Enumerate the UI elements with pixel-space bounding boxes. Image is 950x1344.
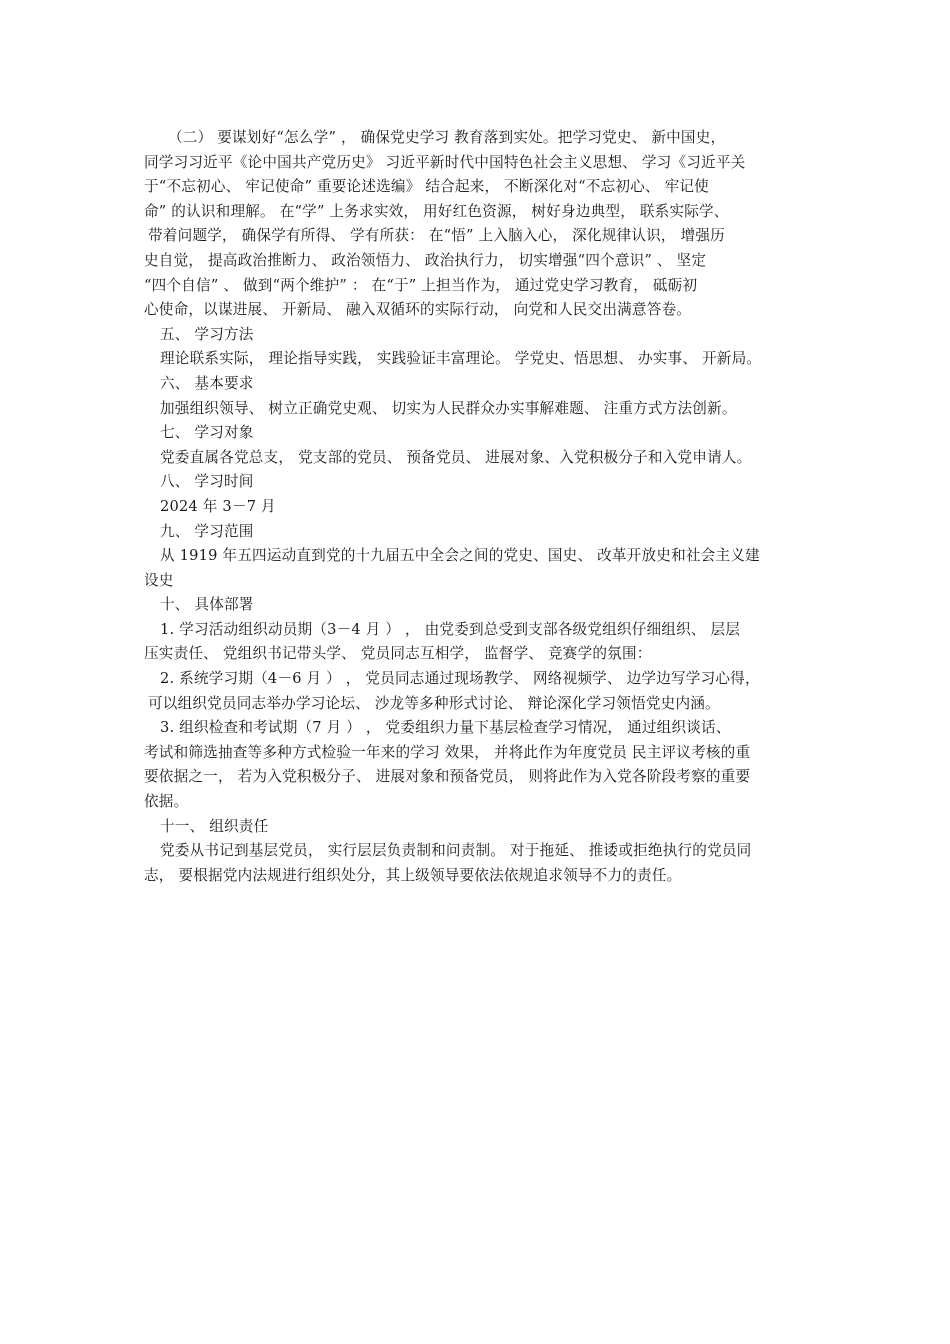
paragraph-line: 党委直属各党总支， 党支部的党员、 预备党员、 进展对象、入党积极分子和入党申请人。 — [160, 448, 752, 466]
paragraph-line: 1. 学习活动组织动员期（3－4 月 ） ， 由党委到总受到支部各级党组织仔细组织、 层层 — [160, 620, 741, 638]
paragraph-line: 考试和筛选抽查等多种方式检验一年来的学习 效果， 并将此作为年度党员 民主评议考核的重 — [144, 743, 751, 761]
section-heading: 十一、 组织责任 — [160, 817, 269, 835]
section-heading: 七、 学习对象 — [160, 424, 254, 442]
section-heading: 五、 学习方法 — [160, 325, 254, 343]
section-heading: 九、 学习范围 — [160, 522, 254, 540]
paragraph-line: 3. 组织检查和考试期（7 月 ） ， 党委组织力量下基层检查学习情况， 通过组织谈话、 — [160, 719, 731, 737]
paragraph-line: 史自觉， 提高政治推断力、 政治领悟力、 政治执行力， 切实增强“四个意识” 、 坚定 — [144, 251, 707, 269]
paragraph-line: 从 1919 年五四运动直到党的十九届五中全会之间的党史、国史、 改革开放史和社会主义建 — [160, 547, 760, 565]
paragraph-line: 志， 要根据党内法规进行组织处分，其上级领导要依法依规追求领导不力的责任。 — [144, 866, 682, 884]
paragraph-line: 于“不忘初心、 牢记使命” 重要论述选编》 结合起来， 不断深化对“不忘初心、 牢记使 — [144, 178, 709, 196]
paragraph-line: 可以组织党员同志举办学习论坛、 沙龙等多种形式讨论、 辩论深化学习领悟党史内涵。 — [148, 694, 720, 712]
paragraph-line: 2024 年 3－7 月 — [160, 497, 276, 515]
section-heading: 六、 基本要求 — [160, 374, 254, 392]
paragraph-line: 党委从书记到基层党员， 实行层层负责制和问责制。 对于拖延、 推诿或拒绝执行的党员同 — [160, 842, 752, 860]
paragraph-line: 2. 系统学习期（4－6 月 ） ， 党员同志通过现场教学、 网络视频学、 边学边写学习心得， — [160, 670, 760, 688]
paragraph-line: 命” 的认识和理解。 在“学” 上务求实效， 用好红色资源， 树好身边典型， 联系实际学、 — [144, 202, 729, 220]
paragraph-line: 心使命，以谋进展、 开新局、 融入双循环的实际行动， 向党和人民交出满意答卷。 — [144, 301, 692, 319]
paragraph-line: 同学习习近平《论中国共产党历史》 习近平新时代中国特色社会主义思想、 学习《习近平关 — [144, 153, 746, 171]
paragraph-line: 要依据之一， 若为入党积极分子、 进展对象和预备党员， 则将此作为入党各阶段考察的重要 — [144, 768, 751, 786]
document-body — [144, 126, 816, 888]
section-heading: 十、 具体部署 — [160, 596, 254, 614]
paragraph-line: （二） 要谋划好“怎么学” ， 确保党史学习 教育落到实处。把学习党史、 新中国史， — [168, 129, 726, 146]
paragraph-line: 设史 — [144, 571, 174, 589]
section-heading: 八、 学习时间 — [160, 473, 254, 491]
paragraph-line: “四个自信” 、 做到“两个维护” ： 在“于” 上担当作为， 通过党史学习教育， 砥砺初 — [144, 276, 698, 294]
paragraph-line: 依据。 — [144, 793, 189, 811]
paragraph-line: 理论联系实际， 理论指导实践， 实践验证丰富理论。 学党史、悟思想、 办实事、 开新局。 — [160, 350, 762, 368]
paragraph-line: 带着问题学， 确保学有所得、 学有所获： 在“悟” 上入脑入心， 深化规律认识， 增强历 — [148, 227, 725, 245]
paragraph-line: 压实责任、 党组织书记带头学、 党员同志互相学， 监督学、 竞赛学的氛围： — [144, 645, 652, 663]
paragraph-line: 加强组织领导、 树立正确党史观、 切实为人民群众办实事解难题、 注重方式方法创新。 — [160, 399, 737, 417]
